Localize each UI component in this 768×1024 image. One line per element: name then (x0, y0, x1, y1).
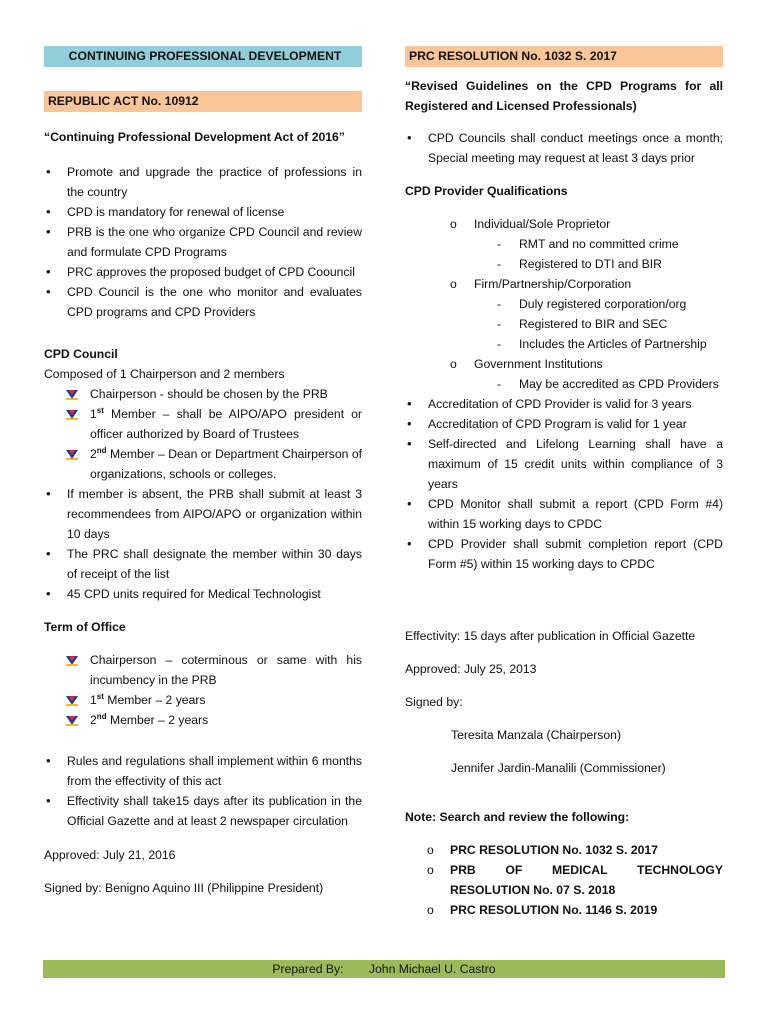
circle-bullet-icon: o (427, 903, 434, 917)
dash-bullet-icon: - (497, 377, 502, 391)
provider-heading: CPD Provider Qualifications (405, 184, 568, 198)
list-item: o PRC RESOLUTION No. 1032 S. 2017 (405, 840, 723, 860)
list-item: - Registered to BIR and SEC (405, 314, 723, 334)
circle-bullet-icon: o (427, 843, 434, 857)
council-bullets (44, 484, 362, 604)
list-item: o PRB OF MEDICAL TECHNOLOGY RESOLUTION No. 07 S. 2018 (405, 860, 723, 900)
list-item: • The PRC shall designate the member within 30 days of receipt of the list (44, 544, 362, 584)
provider-groups (405, 214, 723, 234)
dash-bullet-icon: - (497, 337, 502, 351)
list-item: • 45 CPD units required for Medical Technologist (44, 584, 362, 604)
signed-label: Signed by: (405, 695, 463, 709)
prepared-by-footer (43, 960, 725, 978)
list-item: • CPD Council is the one who monitor and evaluates CPD programs and CPD Providers (44, 282, 362, 322)
dash-bullet-icon: - (497, 297, 502, 311)
list-item: • PRC approves the proposed budget of CPD Coouncil (44, 262, 362, 282)
list-item: - Duly registered corporation/org (405, 294, 723, 314)
term-heading: Term of Office (44, 620, 126, 634)
list-item: - May be accredited as CPD Providers (405, 374, 723, 394)
triangle-bullet-icon (66, 389, 78, 400)
act-title: “Continuing Professional Development Act of 2016” (44, 130, 345, 144)
list-item: o Individual/Sole Proprietor (405, 214, 723, 234)
circle-bullet-icon: o (450, 217, 457, 231)
prepared-by-label: Prepared By: (272, 962, 344, 976)
provider-groups (405, 354, 723, 374)
dash-bullet-icon: - (497, 317, 502, 331)
list-item: Chairperson - should be chosen by the PRB (44, 384, 362, 404)
dash-bullet-icon: - (497, 237, 502, 251)
list-item: • Effectivity shall take15 days after its publication in the Official Gazette and at least 2 newspaper circulation (44, 791, 362, 831)
dash-bullet-icon: - (497, 257, 502, 271)
list-item: • CPD Provider shall submit completion report (CPD Form #5) within 15 working days to CPDC (405, 534, 723, 574)
circle-bullet-icon: o (450, 357, 457, 371)
ra-banner: REPUBLIC ACT No. 10912 (44, 91, 362, 112)
list-item: • Promote and upgrade the practice of professions in the country (44, 162, 362, 202)
list-item: 2nd Member – 2 years (44, 710, 362, 730)
list-item: • PRB is the one who organize CPD Council and review and formulate CPD Programs (44, 222, 362, 262)
list-item: • CPD is mandatory for renewal of license (44, 202, 362, 222)
list-item: 1st Member – 2 years (44, 690, 362, 710)
list-item: • Accreditation of CPD Provider is valid for 3 years (405, 394, 723, 414)
preparer-name: John Michael U. Castro (368, 962, 496, 976)
note-list (405, 840, 723, 920)
approved-date: Approved: July 21, 2016 (44, 848, 176, 862)
council-intro: Composed of 1 Chairperson and 2 members (44, 367, 285, 381)
note-heading: Note: Search and review the following: (405, 810, 630, 824)
list-item: • CPD Councils shall conduct meetings once a month; Special meeting may request at least 3 days prior (405, 128, 723, 168)
act-bullets (44, 162, 362, 322)
circle-bullet-icon: o (450, 277, 457, 291)
effectivity: Effectivity: 15 days after publication in Official Gazette (405, 629, 696, 643)
list-item: • Self-directed and Lifelong Learning shall have a maximum of 15 credit units within compliance of 3 years (405, 434, 723, 494)
meeting-bullets (405, 128, 723, 168)
triangle-bullet-icon (66, 655, 78, 666)
list-item: - Registered to DTI and BIR (405, 254, 723, 274)
left-column (44, 46, 362, 898)
term-members (44, 650, 362, 730)
right-column (405, 46, 723, 920)
accreditation-bullets (405, 394, 723, 574)
list-item: o Government Institutions (405, 354, 723, 374)
circle-bullet-icon: o (427, 863, 434, 877)
list-item: Chairperson – coterminous or same with his incumbency in the PRB (44, 650, 362, 690)
list-item: • CPD Monitor shall submit a report (CPD Form #4) within 15 working days to CPDC (405, 494, 723, 534)
list-item: o Firm/Partnership/Corporation (405, 274, 723, 294)
triangle-bullet-icon (66, 409, 78, 420)
list-item: • Accreditation of CPD Program is valid for 1 year (405, 414, 723, 434)
list-item: 2nd Member – Dean or Department Chairperson of organizations, schools or colleges. (44, 444, 362, 484)
list-item: - RMT and no committed crime (405, 234, 723, 254)
approved-date: Approved: July 25, 2013 (405, 662, 537, 676)
council-members (44, 384, 362, 484)
resolution-title: “Revised Guidelines on the CPD Programs for all Registered and Licensed Professionals) (405, 79, 723, 113)
list-item: - Includes the Articles of Partnership (405, 334, 723, 354)
signer-chairperson: Teresita Manzala (Chairperson) (451, 728, 622, 742)
signer-commissioner: Jennifer Jardin-Manalili (Commissioner) (451, 761, 666, 775)
triangle-bullet-icon (66, 715, 78, 726)
main-header: CONTINUING PROFESSIONAL DEVELOPMENT (44, 46, 362, 67)
list-item: • Rules and regulations shall implement within 6 months from the effectivity of this act (44, 751, 362, 791)
triangle-bullet-icon (66, 449, 78, 460)
provider-groups (405, 274, 723, 294)
list-item: 1st Member – shall be AIPO/APO president or officer authorized by Board of Trustees (44, 404, 362, 444)
provider-subitems (405, 374, 723, 394)
signed-by: Signed by: Benigno Aquino III (Philippine President) (44, 881, 324, 895)
list-item: • If member is absent, the PRB shall submit at least 3 recommendees from AIPO/APO or organization within 10 days (44, 484, 362, 544)
triangle-bullet-icon (66, 695, 78, 706)
prc-banner: PRC RESOLUTION No. 1032 S. 2017 (405, 46, 723, 67)
rules-bullets (44, 751, 362, 831)
provider-subitems (405, 234, 723, 274)
list-item: o PRC RESOLUTION No. 1146 S. 2019 (405, 900, 723, 920)
council-heading: CPD Council (44, 347, 118, 361)
provider-subitems (405, 294, 723, 354)
